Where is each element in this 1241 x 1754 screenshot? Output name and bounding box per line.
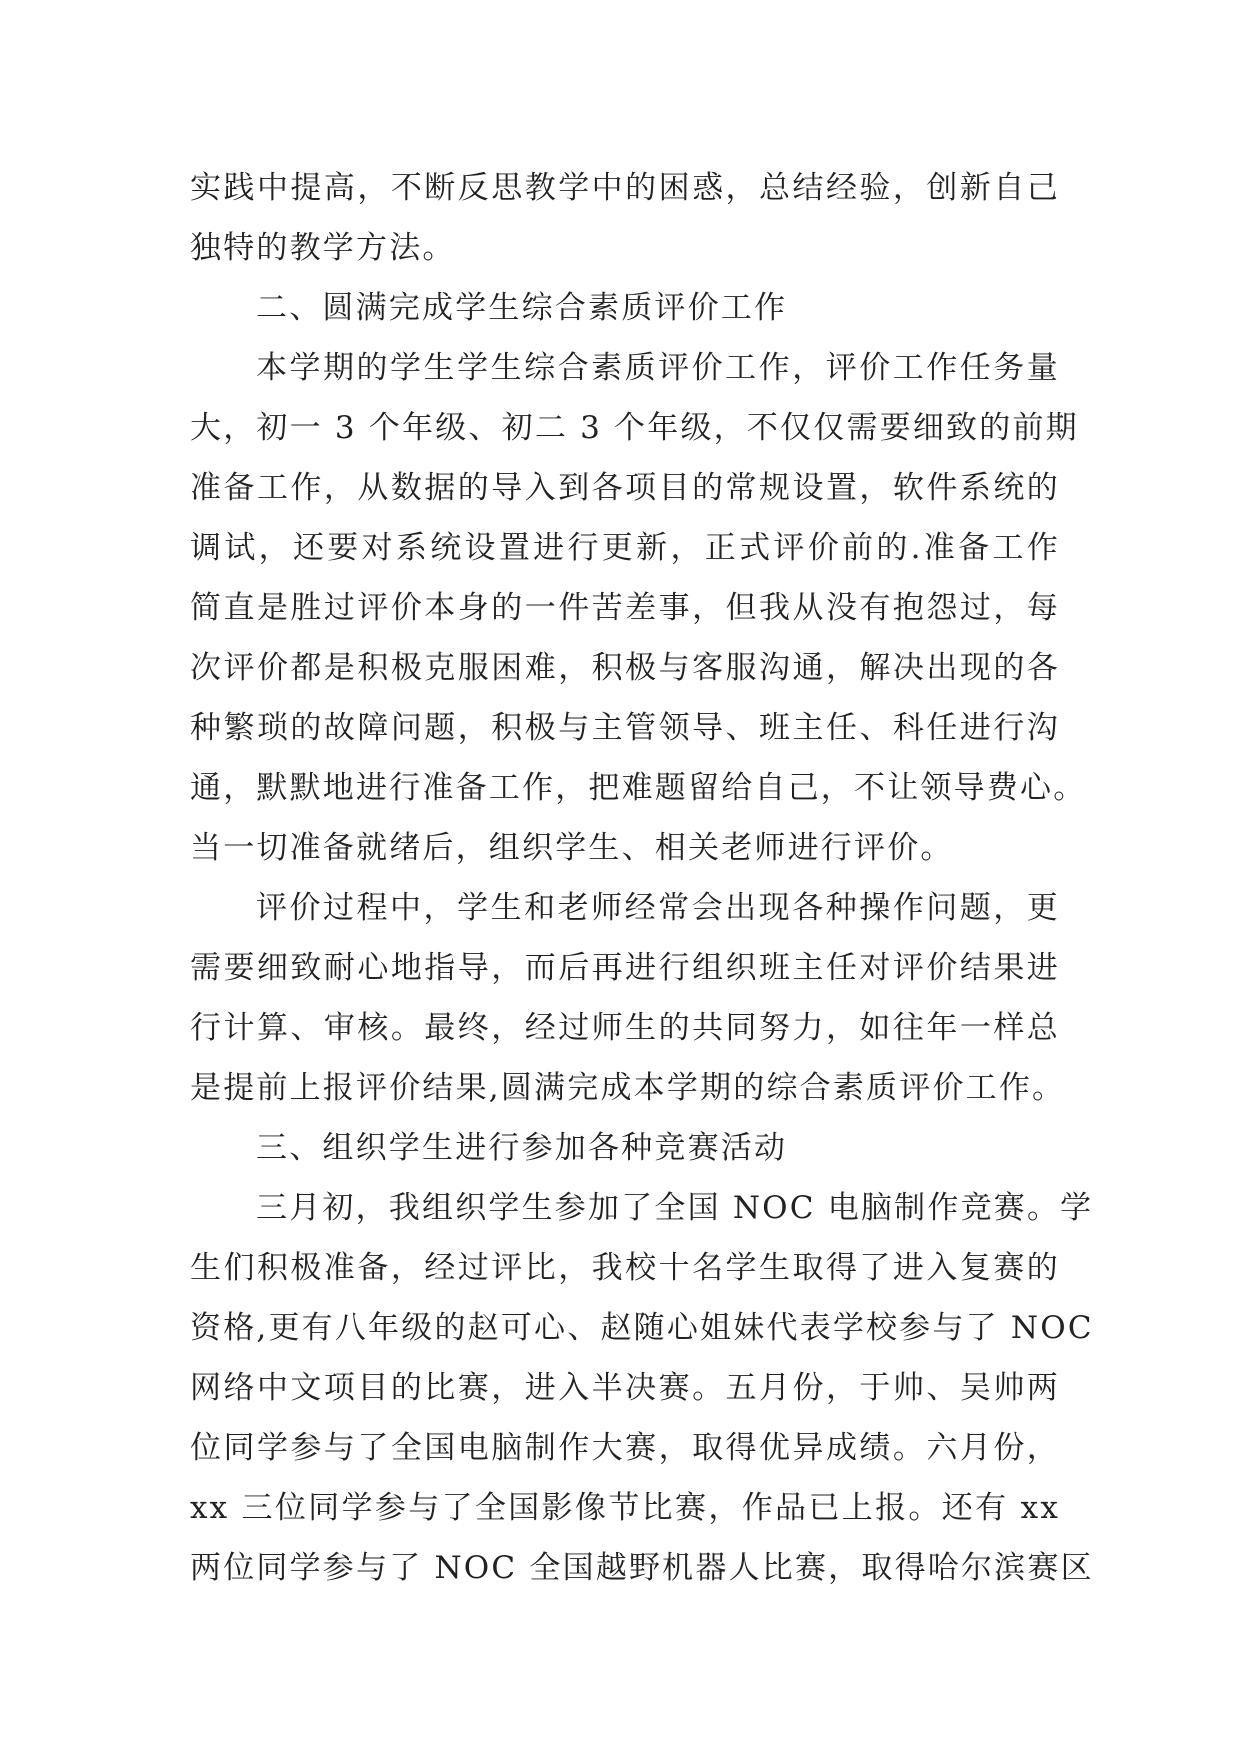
text-line: 大，初一 3 个年级、初二 3 个年级，不仅仅需要细致的前期 [190,410,1079,446]
text-line: 位同学参与了全国电脑制作大赛，取得优异成绩。六月份， [190,1430,1060,1466]
body-text [190,158,1094,1598]
text-line: 三月初，我组织学生参加了全国 NOC 电脑制作竞赛。学 [256,1190,1094,1226]
text-line: 行计算、审核。最终，经过师生的共同努力，如往年一样总 [190,1010,1060,1046]
text-line: 两位同学参与了 NOC 全国越野机器人比赛，取得哈尔滨赛区 [190,1550,1094,1586]
text-line: 实践中提高，不断反思教学中的困惑，总结经验，创新自己 [190,170,1060,206]
text-line: 本学期的学生学生综合素质评价工作，评价工作任务量 [256,350,1060,386]
text-line: 生们积极准备，经过评比，我校十名学生取得了进入复赛的 [190,1250,1060,1286]
text-line: 当一切准备就绪后，组织学生、相关老师进行评价。 [190,830,954,866]
text-line: xx 三位同学参与了全国影像节比赛，作品已上报。还有 xx [190,1490,1060,1526]
text-line: 种繁琐的故障问题，积极与主管领导、班主任、科任进行沟 [190,710,1060,746]
text-line: 独特的教学方法。 [190,230,456,266]
text-line: 简直是胜过评价本身的一件苦差事，但我从没有抱怨过，每 [190,590,1060,626]
text-line: 通，默默地进行准备工作，把难题留给自己，不让领导费心。 [190,770,1087,806]
text-line: 调试，还要对系统设置进行更新，正式评价前的.准备工作 [190,530,1060,566]
text-line: 网络中文项目的比赛，进入半决赛。五月份，于帅、吴帅两 [190,1370,1060,1406]
text-line: 二、圆满完成学生综合素质评价工作 [256,290,788,326]
text-line: 资格,更有八年级的赵可心、赵随心姐妹代表学校参与了 NOC [190,1310,1094,1346]
text-line: 是提前上报评价结果,圆满完成本学期的综合素质评价工作。 [190,1070,1066,1106]
text-line: 准备工作，从数据的导入到各项目的常规设置，软件系统的 [190,470,1060,506]
text-line: 评价过程中，学生和老师经常会出现各种操作问题，更 [256,890,1060,926]
text-line: 三、组织学生进行参加各种竞赛活动 [256,1130,788,1166]
text-line: 需要细致耐心地指导，而后再进行组织班主任对评价结果进 [190,950,1060,986]
text-line: 次评价都是积极克服困难，积极与客服沟通，解决出现的各 [190,650,1060,686]
